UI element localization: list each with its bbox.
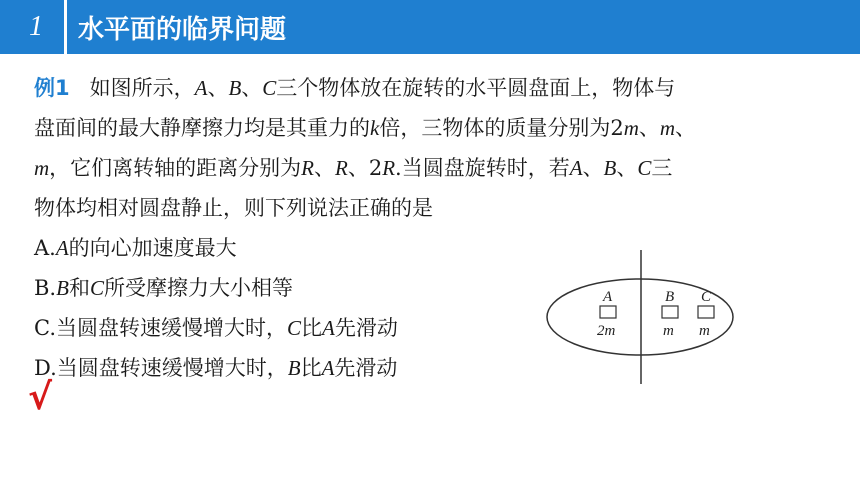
stem-text: 、 <box>616 156 638 180</box>
var-A: A <box>194 76 208 100</box>
stem-text: 、 <box>207 76 229 100</box>
stem-text: 三 <box>651 156 673 180</box>
var-B: B <box>228 76 242 100</box>
label-a: A <box>603 289 613 305</box>
stem-text: 、 <box>582 156 604 180</box>
option-d-prefix: D.当圆盘转速缓慢增大时， <box>34 356 288 380</box>
option-d-mid: 比 <box>300 356 322 380</box>
section-number: 1 <box>29 11 43 42</box>
stem-line-3 <box>34 148 834 188</box>
correct-answer-check-icon: √ <box>28 377 53 418</box>
var-C: C <box>637 156 652 180</box>
header-divider <box>64 0 67 54</box>
var-C: C <box>89 276 104 300</box>
stem-line-4 <box>34 188 834 228</box>
stem-text: 、 <box>675 116 697 140</box>
var-A: A <box>322 316 335 340</box>
var-C: C <box>262 76 277 100</box>
example-label: 例1 <box>34 76 70 100</box>
var-B: B <box>287 356 301 380</box>
stem-line-1 <box>34 68 834 108</box>
var-R: R <box>301 156 314 180</box>
var-B: B <box>603 156 617 180</box>
var-m: m <box>34 156 50 180</box>
var-k: k <box>370 116 380 140</box>
var-A: A <box>569 156 583 180</box>
stem-text: 、 <box>638 116 660 140</box>
option-a-text: 的向心加速度最大 <box>68 236 237 260</box>
stem-text: 三个物体放在旋转的水平圆盘面上，物体与 <box>276 76 676 100</box>
var-A: A <box>55 236 69 260</box>
turntable-diagram <box>540 250 740 390</box>
stem-text: 、 <box>241 76 263 100</box>
var-A: A <box>321 356 335 380</box>
mass-b: m <box>663 323 674 339</box>
stem-text: .当圆盘旋转时，若 <box>395 156 570 180</box>
section-title: 水平面的临界问题 <box>78 14 287 45</box>
stem-text: 倍，三物体的质量分别为2 <box>379 116 624 140</box>
option-d-text: 先滑动 <box>334 356 398 380</box>
stem-text: 如图所示， <box>89 76 195 100</box>
var-m: m <box>623 116 639 140</box>
stem-line-2 <box>34 108 834 148</box>
option-b-mid: 和 <box>68 276 90 300</box>
option-b-prefix: B. <box>34 276 57 300</box>
label-c: C <box>701 289 712 305</box>
label-b: B <box>665 289 675 305</box>
block-c <box>698 306 714 318</box>
section-header <box>0 0 860 54</box>
block-b <box>662 306 678 318</box>
option-c-mid: 比 <box>301 316 323 340</box>
stem-text: ，它们离转轴的距离分别为 <box>49 156 302 180</box>
var-B: B <box>56 276 69 300</box>
var-R: R <box>382 156 396 180</box>
stem-text: 盘面间的最大静摩擦力均是其重力的 <box>34 116 370 140</box>
option-c-prefix: C.当圆盘转速缓慢增大时， <box>34 316 287 340</box>
stem-text: 物体均相对圆盘静止，则下列说法正确的是 <box>34 196 433 220</box>
mass-a: 2m <box>597 323 616 339</box>
var-C: C <box>287 316 302 340</box>
option-c-text: 先滑动 <box>334 316 398 340</box>
var-m: m <box>659 116 676 140</box>
stem-text: 、2 <box>347 156 383 180</box>
mass-c: m <box>699 323 710 339</box>
block-a <box>600 306 616 318</box>
option-a-prefix: A. <box>34 236 56 260</box>
stem-text: 、 <box>314 156 335 180</box>
option-b-text: 所受摩擦力大小相等 <box>103 276 293 300</box>
var-R: R <box>335 156 348 180</box>
